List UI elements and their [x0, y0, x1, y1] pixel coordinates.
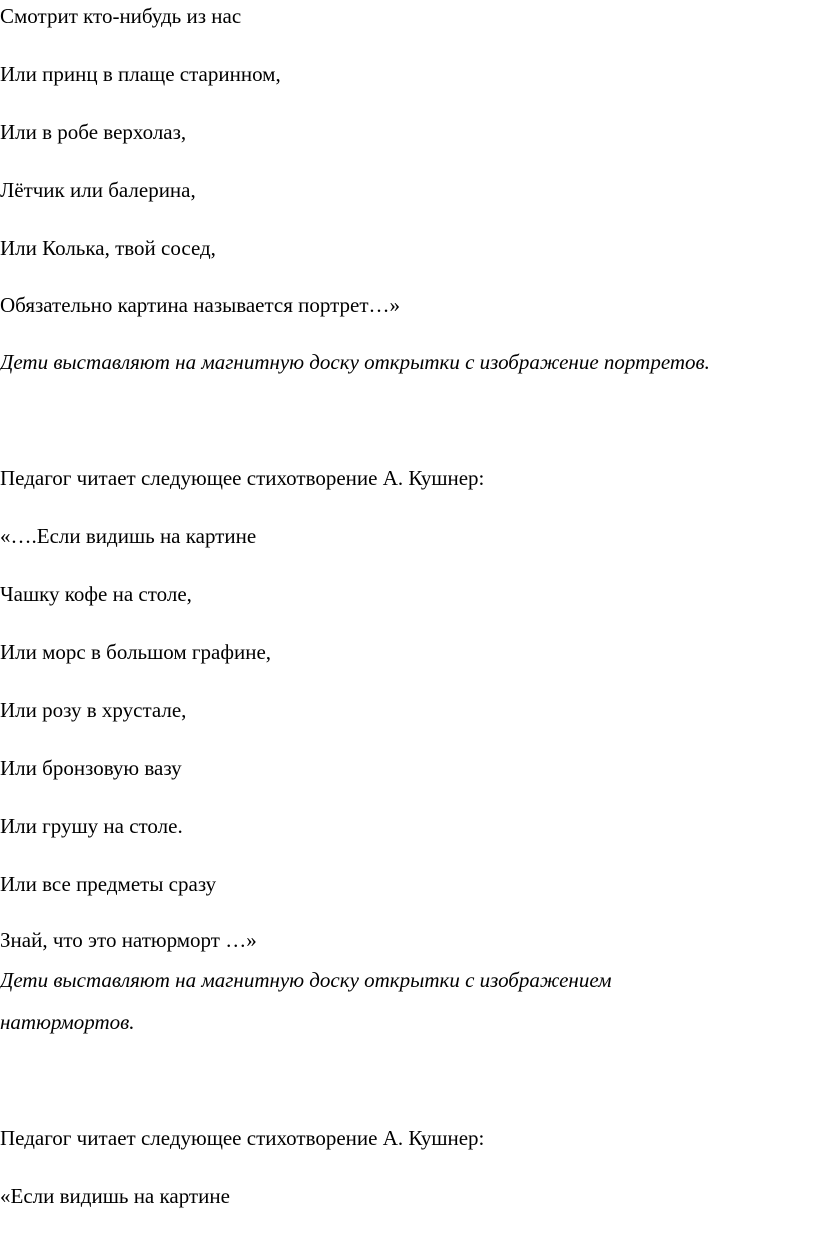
poem-line: «….Если видишь на картине [0, 524, 257, 548]
poem-line: Или розу в хрустале, [0, 698, 187, 722]
poem-line: «Если видишь на картине [0, 1184, 230, 1208]
poem-line: Чашку кофе на столе, [0, 582, 192, 606]
poem-line: Лётчик или балерина, [0, 178, 196, 202]
poem-line: Или бронзовую вазу [0, 756, 182, 780]
poem-line: Или грушу на столе. [0, 814, 183, 838]
narration-line: Педагог читает следующее стихотворение А. Кушнер: [0, 1126, 485, 1150]
narration-line: Педагог читает следующее стихотворение А. Кушнер: [0, 466, 485, 490]
stage-direction: Дети выставляют на магнитную доску открытки с изображением [0, 968, 612, 992]
poem-line: Обязательно картина называется портрет…» [0, 293, 401, 317]
stage-direction: натюрмортов. [0, 1010, 135, 1034]
poem-line: Смотрит кто-нибудь из нас [0, 4, 242, 28]
poem-line: Или в робе верхолаз, [0, 120, 187, 144]
poem-line: Или все предметы сразу [0, 872, 217, 896]
poem-line: Или Колька, твой сосед, [0, 236, 216, 260]
poem-line: Или морс в большом графине, [0, 640, 272, 664]
poem-line: Знай, что это натюрморт …» [0, 928, 257, 952]
stage-direction: Дети выставляют на магнитную доску открытки с изображение портретов. [0, 350, 710, 374]
poem-line: Или принц в плаще старинном, [0, 62, 281, 86]
